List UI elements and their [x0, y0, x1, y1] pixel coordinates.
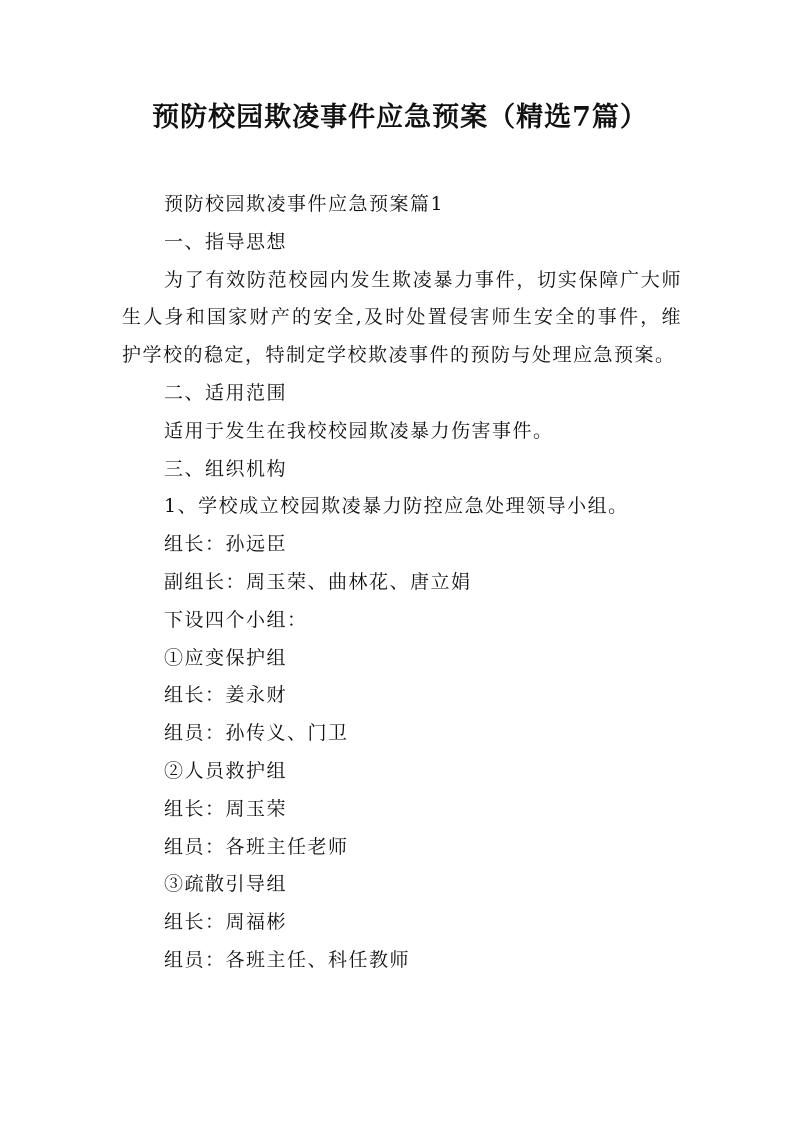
subgroup-3-title: ③疏散引导组	[164, 873, 288, 896]
subgroup-1-leader: 组长：姜永财	[164, 684, 288, 707]
paragraph-leadership-group: 1、学校成立校园欺凌暴力防控应急处理领导小组。	[164, 495, 629, 518]
document-title: 预防校园欺凌事件应急预案（精选7篇）	[152, 102, 648, 133]
line-leader: 组长：孙远臣	[164, 533, 288, 556]
line-subgroups: 下设四个小组：	[164, 608, 308, 631]
document-body	[122, 186, 682, 980]
subgroup-2-members: 组员：各班主任老师	[164, 835, 349, 858]
heading-guiding-ideology: 一、指导思想	[164, 230, 288, 253]
subgroup-2-leader: 组长：周玉荣	[164, 797, 288, 820]
subgroup-1-title: ①应变保护组	[164, 646, 288, 669]
heading-scope: 二、适用范围	[164, 381, 288, 404]
heading-organization: 三、组织机构	[164, 457, 288, 480]
subgroup-1-members: 组员：孙传义、门卫	[164, 722, 349, 745]
section-heading: 预防校园欺凌事件应急预案篇1	[164, 193, 445, 215]
subgroup-3-leader: 组长：周福彬	[164, 911, 288, 934]
paragraph-scope: 适用于发生在我校校园欺凌暴力伤害事件。	[164, 419, 554, 442]
line-deputy-leaders: 副组长：周玉荣、曲林花、唐立娟	[164, 570, 472, 593]
subgroup-3-members: 组员：各班主任、科任教师	[164, 948, 411, 971]
subgroup-2-title: ②人员救护组	[164, 759, 288, 782]
paragraph-purpose: 为了有效防范校园内发生欺凌暴力事件，切实保障广大师生人身和国家财产的安全,及时处置侵害师生安全的事件，维护学校的稳定，特制定学校欺凌事件的预防与处理应急预案。	[122, 268, 682, 367]
